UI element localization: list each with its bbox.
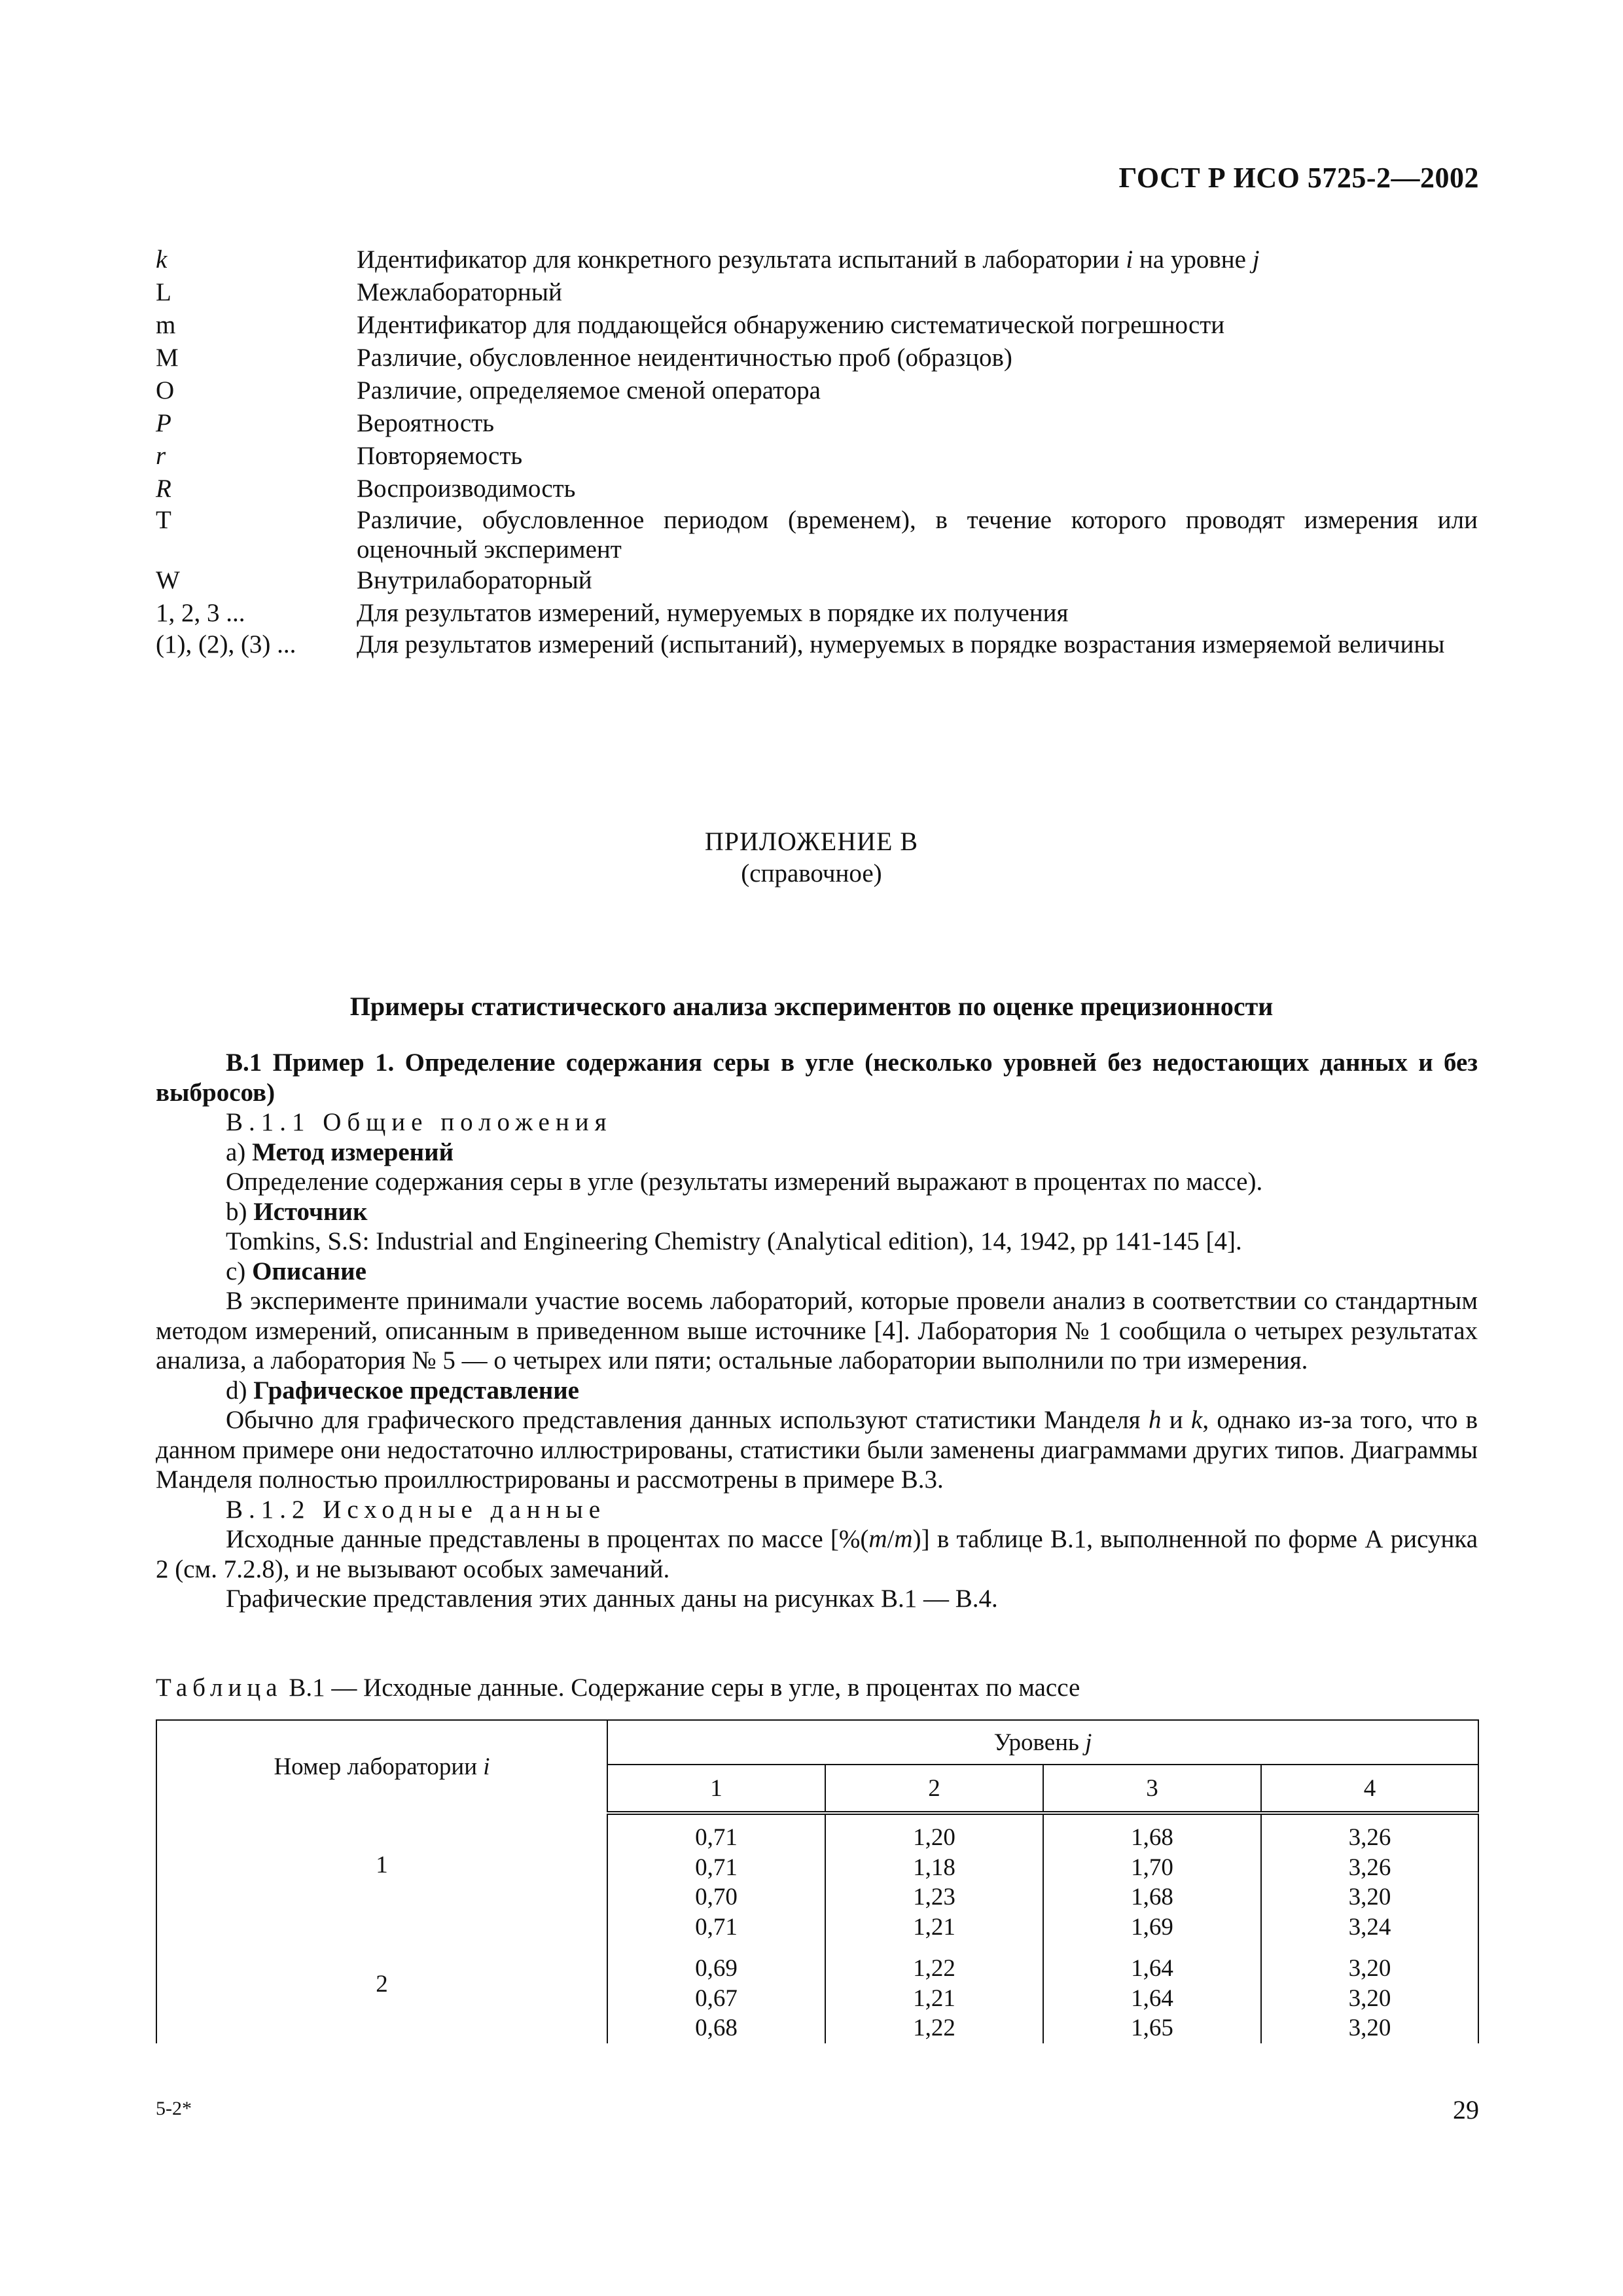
table-row: [156, 1954, 1478, 2043]
column-header-lab: Номер лаборатории i: [156, 1720, 607, 1813]
value-cell: 1,64 1,64 1,65: [1043, 1954, 1261, 2043]
symbol-key: R: [156, 475, 171, 503]
symbol-description: Различие, обусловленное периодом (временем), в течение которого проводят измерения или оценочный эксперимент: [357, 506, 1478, 564]
symbol-description: Повторяемость: [357, 442, 523, 470]
value-cell: 3,20 3,20 3,20: [1261, 1954, 1478, 2043]
value-cell: 0,69 0,67 0,68: [607, 1954, 825, 2043]
symbol-row: [156, 276, 1478, 309]
lab-number-cell: 1: [156, 1813, 607, 1954]
symbol-row: [156, 243, 1478, 276]
symbol-row: [156, 564, 1478, 597]
subsection-heading: В.1.2 Исходные данные: [226, 1495, 606, 1524]
symbol-key: L: [156, 278, 171, 306]
item-heading: b) Источник: [226, 1197, 368, 1226]
item-heading: с) Описание: [226, 1257, 366, 1285]
symbol-description: Различие, обусловленное неидентичностью проб (образцов): [357, 344, 1012, 372]
subsection-heading: В.1.1 Общие положения: [226, 1108, 613, 1136]
data-table: [156, 1719, 1479, 2043]
paragraph: Обычно для графического представления данных используют статистики Манделя h и k, однако из-за того, что в данном примере они недостаточно иллюстрированы, статистики были заменены диаграммами других типов. Диаграммы Манделя полностью проиллюстрированы и рассмотрены в примере В.3.: [156, 1406, 1478, 1494]
symbol-key: W: [156, 566, 180, 594]
symbol-description: Для результатов измерений, нумеруемых в порядке их получения: [357, 599, 1069, 627]
symbol-key: M: [156, 344, 179, 372]
symbol-row: [156, 407, 1478, 440]
symbol-key: r: [156, 442, 166, 470]
symbol-row: [156, 342, 1478, 374]
item-heading: d) Графическое представление: [226, 1376, 579, 1405]
paragraph: Определение содержания серы в угле (результаты измерений выражают в процентах по массе).: [226, 1168, 1263, 1196]
table-row: [156, 1813, 1478, 1954]
level-header: 2: [825, 1765, 1043, 1813]
symbol-row: [156, 374, 1478, 407]
appendix-title: ПРИЛОЖЕНИЕ В: [704, 827, 919, 856]
symbol-row: [156, 505, 1478, 564]
symbol-description: Вероятность: [357, 409, 495, 437]
paragraph: В эксперименте принимали участие восемь лабораторий, которые провели анализ в соответствии со стандартным методом измерений, описанным в приведенном выше источнике [4]. Лаборатория № 1 сообщила о четырех результатах анализа, а лаборатория № 5 — о четырех или пяти; остальные лаборатории выполнили по три измерения.: [156, 1287, 1478, 1374]
symbol-key: k: [156, 245, 168, 274]
value-cell: 0,71 0,71 0,70 0,71: [607, 1813, 825, 1954]
lab-number-cell: 2: [156, 1954, 607, 2043]
value-cell: 1,22 1,21 1,22: [825, 1954, 1043, 2043]
value-cell: 1,68 1,70 1,68 1,69: [1043, 1813, 1261, 1954]
symbol-key: 1, 2, 3 ...: [156, 599, 245, 627]
appendix-subtitle: (справочное): [741, 859, 882, 888]
section-b1: [156, 1048, 1478, 1614]
table-caption: Таблица В.1 — Исходные данные. Содержание серы в угле, в процентах по массе: [156, 1674, 1080, 1702]
symbol-description: Внутрилабораторный: [357, 566, 592, 594]
symbol-description: Идентификатор для поддающейся обнаружению систематической погрешности: [357, 311, 1225, 339]
footer-signature-mark: 5-2*: [156, 2098, 192, 2119]
symbol-description: Воспроизводимость: [357, 475, 576, 503]
section-heading: Примеры статистического анализа экспериментов по оценке прецизионности: [349, 992, 1274, 1021]
symbol-description: Для результатов измерений (испытаний), нумеруемых в порядке возрастания измеряемой величины: [357, 630, 1445, 658]
example-heading: В.1 Пример 1. Определение содержания серы в угле (несколько уровней без недостающих данных и без выбросов): [156, 1049, 1478, 1107]
value-cell: 1,20 1,18 1,23 1,21: [825, 1813, 1043, 1954]
symbol-key: T: [156, 506, 171, 534]
symbol-row: [156, 440, 1478, 473]
symbol-key: P: [156, 409, 171, 437]
column-header-level: Уровень j: [607, 1720, 1478, 1765]
document-code-header: ГОСТ Р ИСО 5725-2—2002: [1118, 162, 1479, 194]
level-header: 3: [1043, 1765, 1261, 1813]
page-number: 29: [1453, 2095, 1479, 2125]
value-cell: 3,26 3,26 3,20 3,24: [1261, 1813, 1478, 1954]
paragraph: Tomkins, S.S: Industrial and Engineering Chemistry (Analytical edition), 14, 1942, pp 141-145 [4].: [226, 1227, 1242, 1255]
level-header: 1: [607, 1765, 825, 1813]
item-heading: а) Метод измерений: [226, 1138, 454, 1166]
symbol-row: [156, 473, 1478, 505]
symbol-key: (1), (2), (3) ...: [156, 630, 296, 658]
symbol-row: [156, 597, 1478, 630]
symbol-row: [156, 309, 1478, 342]
symbol-description: Идентификатор для конкретного результата испытаний в лаборатории i на уровне j: [357, 245, 1260, 274]
paragraph: Исходные данные представлены в процентах по массе [%(m/m)] в таблице В.1, выполненной по форме А рисунка 2 (см. 7.2.8), и не вызывают особых замечаний.: [156, 1525, 1478, 1583]
symbol-row: [156, 630, 1478, 659]
symbol-key: O: [156, 376, 175, 404]
symbol-description: Различие, определяемое сменой оператора: [357, 376, 821, 404]
symbol-key: m: [156, 311, 176, 339]
level-header: 4: [1261, 1765, 1478, 1813]
symbol-list: [156, 243, 1478, 659]
paragraph: Графические представления этих данных даны на рисунках В.1 — В.4.: [226, 1585, 998, 1613]
symbol-description: Межлабораторный: [357, 278, 562, 306]
